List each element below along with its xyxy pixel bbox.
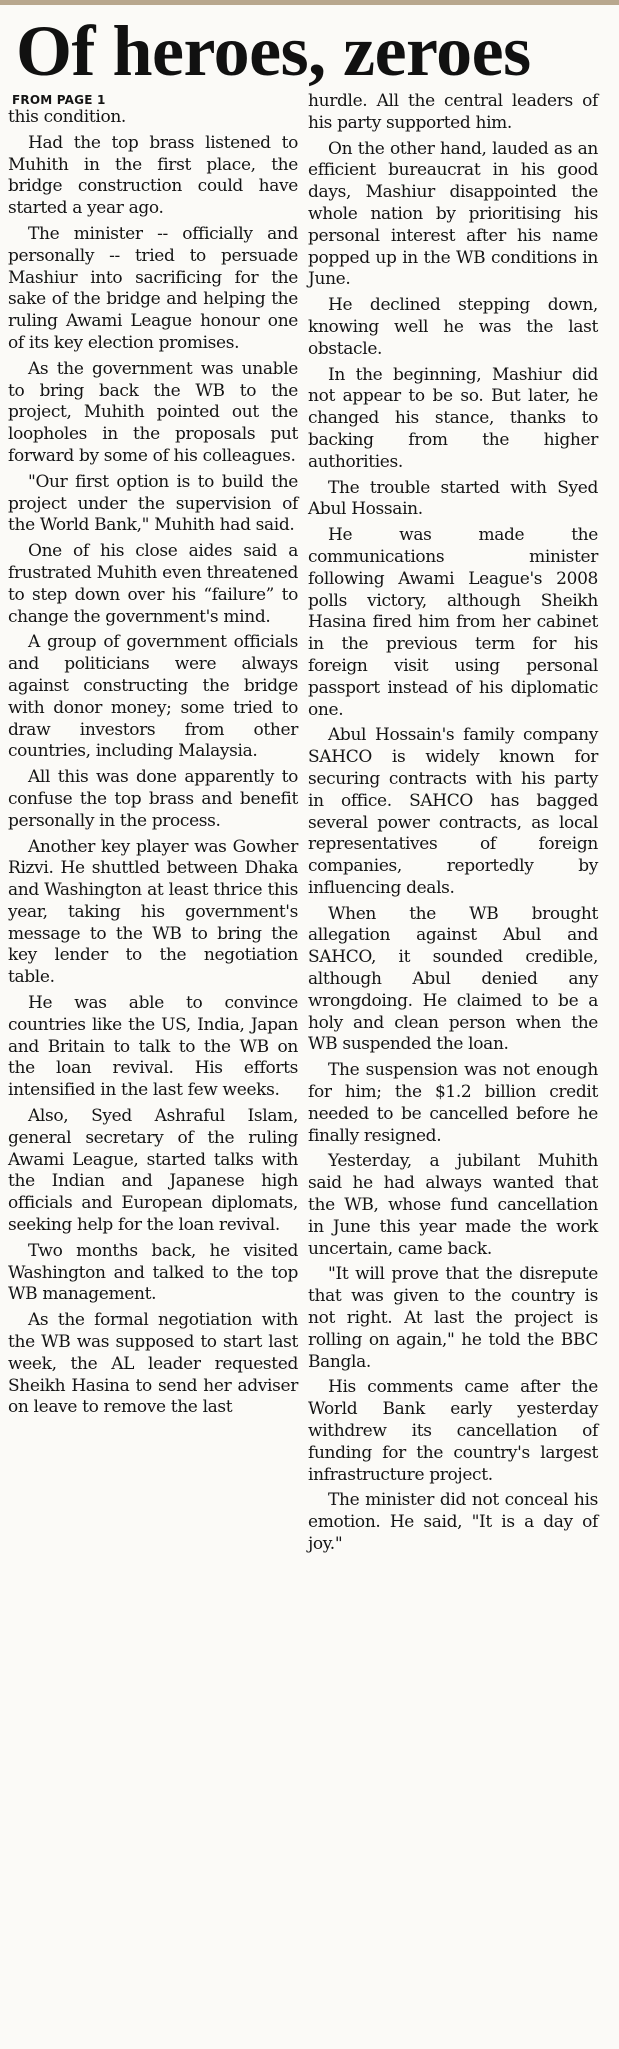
paragraph: The trouble started with Syed Abul Hossain.	[308, 477, 598, 520]
paragraph: He was made the communications minister following Awami League's 2008 polls victory, although Sheikh Hasina fired him from her cabinet in the previous term for his foreign visit using personal passport instead of his diplomatic one.	[308, 525, 598, 720]
paragraph: this condition.	[8, 107, 126, 127]
paragraph: Two months back, he visited Washington and talked to the top WB management.	[8, 1240, 298, 1305]
paragraph: Also, Syed Ashraful Islam, general secretary of the ruling Awami League, started talks with the Indian and Japanese high officials and European diplomats, seeking help for the loan revival.	[8, 1106, 298, 1236]
headline: Of heroes, zeroes	[16, 11, 531, 91]
paragraph: One of his close aides said a frustrated Muhith even threatened to step down over his “failure” to change the government's mind.	[8, 541, 298, 627]
paragraph: The suspension was not enough for him; the $1.2 billion credit needed to be cancelled before he finally resigned.	[308, 1060, 598, 1146]
article-body	[8, 91, 611, 1560]
paragraph: As the government was unable to bring back the WB to the project, Muhith pointed out the loopholes in the proposals put forward by some of his colleagues.	[8, 358, 298, 466]
column-right	[308, 91, 598, 1560]
paragraph: On the other hand, lauded as an efficient bureaucrat in his good days, Mashiur disappointed the whole nation by prioritising his personal interest after his name popped up in the WB conditions in June.	[308, 138, 598, 290]
paragraph: Had the top brass listened to Muhith in the first place, the bridge construction could have started a year ago.	[8, 132, 298, 219]
paragraph: When the WB brought allegation against Abul and SAHCO, it sounded credible, although Abul denied any wrongdoing. He claimed to be a holy and clean person when the WB suspended the loan.	[308, 903, 598, 1055]
continuation-kicker: FROM PAGE 1	[12, 93, 106, 107]
paragraph: The minister -- officially and personally -- tried to persuade Mashiur into sacrificing for the sake of the bridge and helping the ruling Awami League honour one of its key election promises.	[8, 223, 298, 353]
paragraph: Another key player was Gowher Rizvi. He shuttled between Dhaka and Washington at least thrice this year, taking his government's message to the WB to bring the key lender to the negotiation table.	[8, 836, 298, 988]
column-left	[8, 91, 298, 1560]
paragraph: "Our first option is to build the project under the supervision of the World Bank," Muhith had said.	[8, 471, 298, 536]
paragraph: As the formal negotiation with the WB was supposed to start last week, the AL leader requested Sheikh Hasina to send her adviser on leave to remove the last	[8, 1310, 298, 1418]
paragraph: Abul Hossain's family company SAHCO is widely known for securing contracts with his party in office. SAHCO has bagged several power contracts, as local representatives of foreign companies, reportedly by influencing deals.	[308, 725, 598, 898]
top-rule	[0, 0, 619, 5]
paragraph: A group of government officials and politicians were always against constructing the bridge with donor money; some tried to draw investors from other countries, including Malaysia.	[8, 632, 298, 762]
paragraph: "It will prove that the disrepute that was given to the country is not right. At last the project is rolling on again," he told the BBC Bangla.	[308, 1264, 598, 1372]
paragraph: hurdle. All the central leaders of his party supported him.	[308, 91, 598, 133]
paragraph: He was able to convince countries like the US, India, Japan and Britain to talk to the WB on the loan revival. His efforts intensified in the last few weeks.	[8, 993, 298, 1101]
paragraph: His comments came after the World Bank early yesterday withdrew its cancellation of funding for the country's largest infrastructure project.	[308, 1377, 598, 1485]
paragraph: The minister did not conceal his emotion. He said, "It is a day of joy."	[308, 1490, 598, 1554]
paragraph: In the beginning, Mashiur did not appear to be so. But later, he changed his stance, thanks to backing from the higher authorities.	[308, 364, 598, 472]
paragraph: He declined stepping down, knowing well he was the last obstacle.	[308, 295, 598, 359]
paragraph: Yesterday, a jubilant Muhith said he had always wanted that the WB, whose fund cancellation in June this year made the work uncertain, came back.	[308, 1151, 598, 1259]
paragraph: All this was done apparently to confuse the top brass and benefit personally in the process.	[8, 767, 298, 831]
